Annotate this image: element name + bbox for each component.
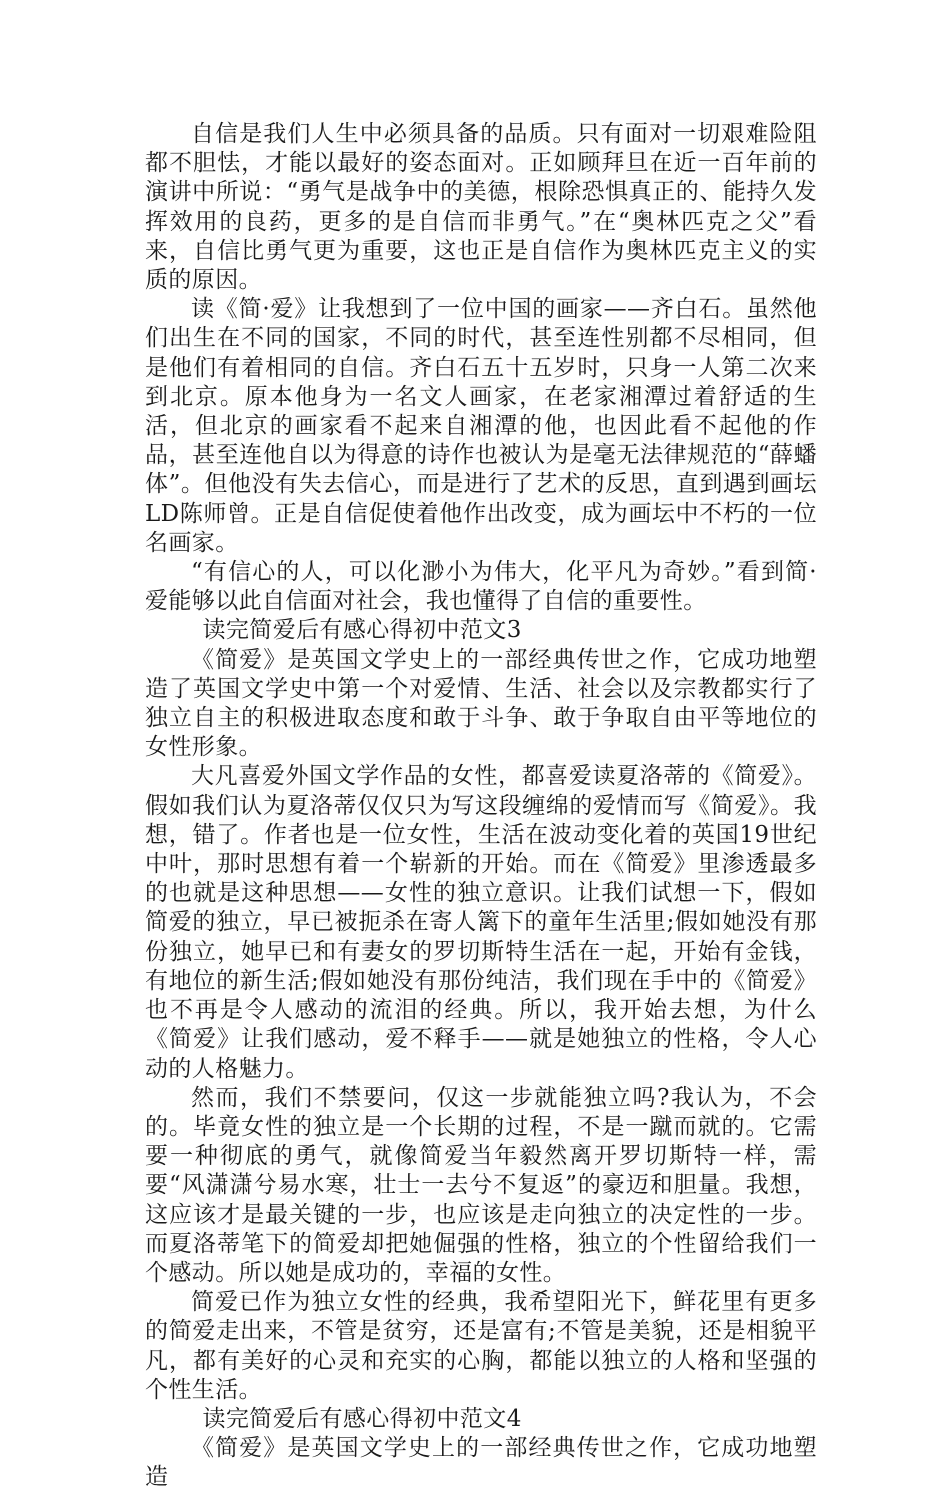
paragraph-jane-eyre-intro-repeat: 《简爱》是英国文学史上的一部经典传世之作，它成功地塑造 [145,1435,817,1491]
paragraph-jane-eyre-intro: 《简爱》是英国文学史上的一部经典传世之作，它成功地塑造了英国文学史中第一个对爱情、生活、社会以及宗教都实行了独立自主的积极进取态度和敢于斗争、敢于争取自由平等地位的女性形象。 [145,646,817,761]
paragraph-confidence: 自信是我们人生中必须具备的品质。只有面对一切艰难险阻都不胆怯，才能以最好的姿态面对。正如顾拜旦在近一百年前的演讲中所说：“勇气是战争中的美德，根除恐惧真正的、能持久发挥效用的良药，更多的是自信而非勇气。”在“奥林匹克之父”看来，自信比勇气更为重要，这也正是自信作为奥林匹克主义的实质的原因。 [145,121,817,294]
document-body [145,120,817,1493]
paragraph-courage: 然而，我们不禁要问，仅这一步就能独立吗?我认为，不会的。毕竟女性的独立是一个长期的过程，不是一蹴而就的。它需要一种彻底的勇气，就像简爱当年毅然离开罗切斯特一样，需要“风潇潇兮易水寒，壮士一去兮不复返”的豪迈和胆量。我想，这应该才是最关键的一步，也应该是走向独立的决定性的一步。而夏洛蒂笔下的简爱却把她倔强的性格，独立的个性留给我们一个感动。所以她是成功的，幸福的女性。 [145,1084,817,1286]
section-heading-3: 读完简爱后有感心得初中范文3 [202,617,522,644]
paragraph-qi-baishi: 读《简·爱》让我想到了一位中国的画家——齐白石。虽然他们出生在不同的国家，不同的时代，甚至连性别都不尽相同，但是他们有着相同的自信。齐白石五十五岁时，只身一人第二次来到北京。原本他身为一名文人画家，在老家湘潭过着舒适的生活，但北京的画家看不起来自湘潭的他，也因此看不起他的作品，甚至连他自以为得意的诗作也被认为是毫无法律规范的“薛蟠体”。但他没有失去信心，而是进行了艺术的反思，直到遇到画坛LD陈师曾。正是自信促使着他作出改变，成为画坛中不朽的一位名画家。 [145,296,817,556]
section-heading-4: 读完简爱后有感心得初中范文4 [202,1405,522,1432]
paragraph-quote: “有信心的人，可以化渺小为伟大，化平凡为奇妙。”看到简·爱能够以此自信面对社会，我也懂得了自信的重要性。 [145,559,817,615]
paragraph-independence: 大凡喜爱外国文学作品的女性，都喜爱读夏洛蒂的《简爱》。假如我们认为夏洛蒂仅仅只为写这段缠绵的爱情而写《简爱》。我想，错了。作者也是一位女性，生活在波动变化着的英国19世纪中叶，那时思想有着一个崭新的开始。而在《简爱》里渗透最多的也就是这种思想——女性的独立意识。让我们试想一下，假如简爱的独立，早已被扼杀在寄人篱下的童年生活里;假如她没有那份独立，她早已和有妻女的罗切斯特生活在一起，开始有金钱，有地位的新生活;假如她没有那份纯洁，我们现在手中的《简爱》也不再是令人感动的流泪的经典。所以，我开始去想，为什么《简爱》让我们感动，爱不释手——就是她独立的性格，令人心动的人格魅力。 [145,763,817,1082]
paragraph-hope: 简爱已作为独立女性的经典，我希望阳光下，鲜花里有更多的简爱走出来，不管是贫穷，还是富有;不管是美貌，还是相貌平凡，都有美好的心灵和充实的心胸，都能以独立的人格和坚强的个性生活。 [145,1289,817,1403]
